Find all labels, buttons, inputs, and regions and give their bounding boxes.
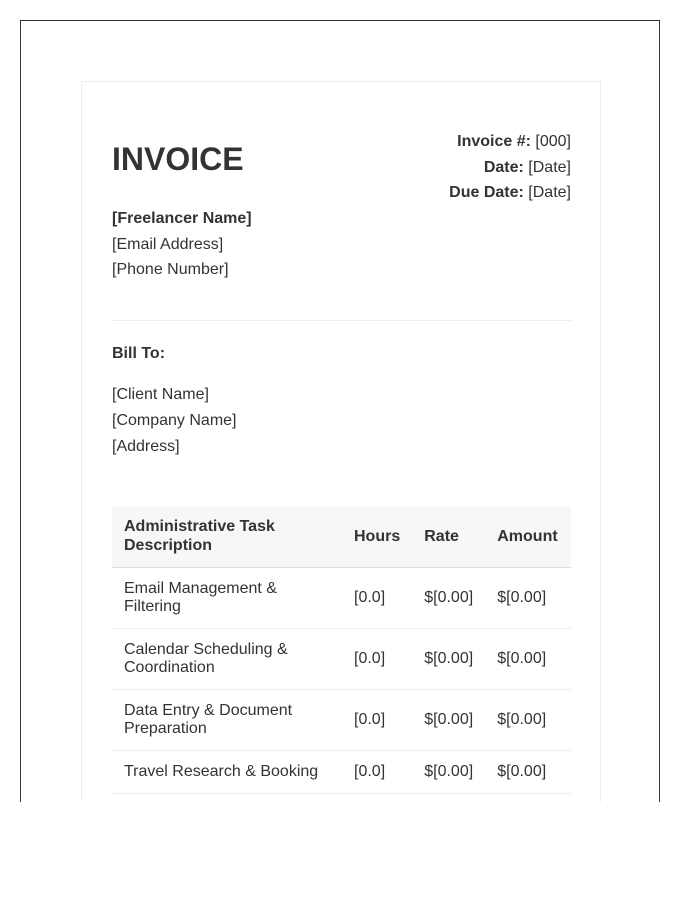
column-header-amount: Amount — [485, 506, 571, 568]
table-row — [112, 629, 571, 690]
row-hours: [0.0] — [342, 751, 412, 794]
freelancer-phone: [Phone Number] — [112, 261, 229, 278]
invoice-date-line — [449, 155, 571, 181]
row-description: Travel Research & Booking — [112, 751, 342, 794]
page-frame — [20, 20, 660, 802]
invoice-number-value: [000] — [530, 133, 571, 150]
row-description: Calendar Scheduling & Coordination — [112, 629, 342, 690]
row-rate: $[0.00] — [412, 568, 485, 629]
client-name: [Client Name] — [112, 386, 209, 403]
invoice-due-date-label: Due Date: — [449, 184, 524, 201]
table-header-row — [112, 506, 571, 568]
row-rate: $[0.00] — [412, 690, 485, 751]
client-info — [112, 382, 237, 460]
row-amount: $[0.00] — [485, 629, 571, 690]
row-hours: [0.0] — [342, 690, 412, 751]
row-hours: [0.0] — [342, 629, 412, 690]
row-description: Data Entry & Document Preparation — [112, 690, 342, 751]
table-row — [112, 568, 571, 629]
freelancer-info — [112, 206, 252, 283]
row-amount: $[0.00] — [485, 690, 571, 751]
invoice-meta — [449, 129, 571, 206]
invoice-title: INVOICE — [112, 141, 244, 177]
invoice-due-date-line — [449, 180, 571, 206]
column-header-rate: Rate — [412, 506, 485, 568]
freelancer-email: [Email Address] — [112, 235, 224, 253]
invoice-date-value: [Date] — [523, 158, 571, 176]
row-rate: $[0.00] — [412, 751, 485, 794]
client-address: [Address] — [112, 438, 180, 455]
company-name: [Company Name] — [112, 412, 237, 429]
table-row — [112, 690, 571, 751]
invoice-document — [81, 81, 601, 802]
invoice-date-label: Date: — [483, 158, 524, 176]
bill-to-heading: Bill To: — [112, 345, 166, 362]
row-amount: $[0.00] — [485, 751, 571, 794]
row-hours: [0.0] — [342, 568, 412, 629]
invoice-number-label: Invoice #: — [457, 133, 531, 150]
section-divider — [112, 320, 571, 321]
freelancer-name: [Freelancer Name] — [112, 210, 252, 227]
invoice-number-line — [449, 129, 571, 155]
column-header-description: Administrative Task Description — [112, 506, 342, 568]
line-items-table — [112, 506, 571, 794]
row-rate: $[0.00] — [412, 629, 485, 690]
column-header-hours: Hours — [342, 506, 412, 568]
row-amount: $[0.00] — [485, 568, 571, 629]
row-description: Email Management & Filtering — [112, 568, 342, 629]
table-row — [112, 751, 571, 794]
invoice-due-date-value: [Date] — [523, 184, 571, 201]
